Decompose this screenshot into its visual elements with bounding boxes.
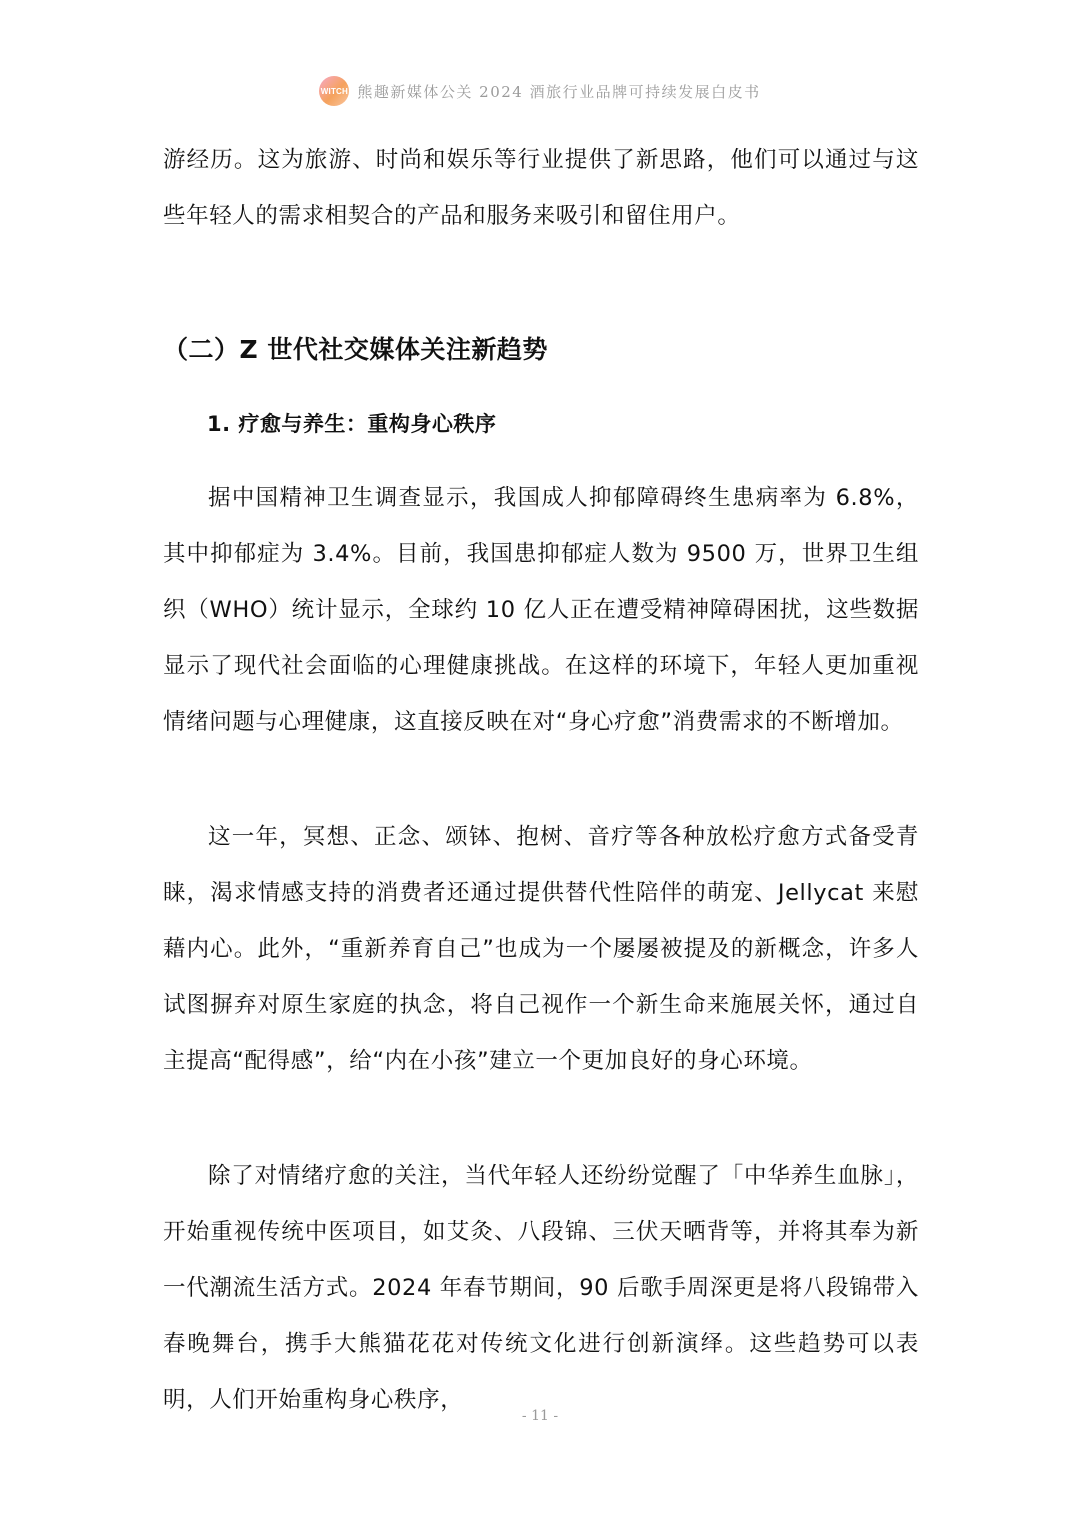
paragraph-healing-trends: 这一年，冥想、正念、颂钵、抱树、音疗等各种放松疗愈方式备受青睐，渴求情感支持的消费者还通过提供替代性陪伴的萌宠、Jellycat 来慰藉内心。此外，“重新养育自己”也成为一个屡屡被提及的新概念，许多人试图摒弃对原生家庭的执念，将自己视作一个新生命来施展关怀，通过自主提高“配得感”，给“内在小孩”建立一个更加良好的身心环境。 <box>163 824 919 1074</box>
subsection-heading: 1. 疗愈与养生：重构身心秩序 <box>207 412 497 436</box>
brand-logo <box>319 76 349 106</box>
paragraph-mental-health: 据中国精神卫生调查显示，我国成人抑郁障碍终生患病率为 6.8%，其中抑郁症为 3.4%。目前，我国患抑郁症人数为 9500 万，世界卫生组织（WHO）统计显示，全球约 10 亿人正在遭受精神障碍困扰，这些数据显示了现代社会面临的心理健康挑战。在这样的环境下，年轻人更加重视情绪问题与心理健康，这直接反映在对“身心疗愈”消费需求的不断增加。 <box>163 485 919 735</box>
logo-text: WITCH <box>320 86 348 96</box>
section-heading: （二）Z 世代社交媒体关注新趋势 <box>163 335 548 364</box>
paragraph-wellness: 除了对情绪疗愈的关注，当代年轻人还纷纷觉醒了「中华养生血脉」，开始重视传统中医项目，如艾灸、八段锦、三伏天晒背等，并将其奉为新一代潮流生活方式。2024 年春节期间，90 后歌手周深更是将八段锦带入春晚舞台，携手大熊猫花花对传统文化进行创新演绎。这些趋势可以表明，人们开始重构身心秩序， <box>163 1163 919 1413</box>
page-header <box>0 74 1080 108</box>
header-title: 熊趣新媒体公关 2024 酒旅行业品牌可持续发展白皮书 <box>357 82 761 101</box>
paragraph-intro: 游经历。这为旅游、时尚和娱乐等行业提供了新思路，他们可以通过与这些年轻人的需求相契合的产品和服务来吸引和留住用户。 <box>163 147 919 229</box>
page-number: - 11 - <box>521 1408 559 1424</box>
